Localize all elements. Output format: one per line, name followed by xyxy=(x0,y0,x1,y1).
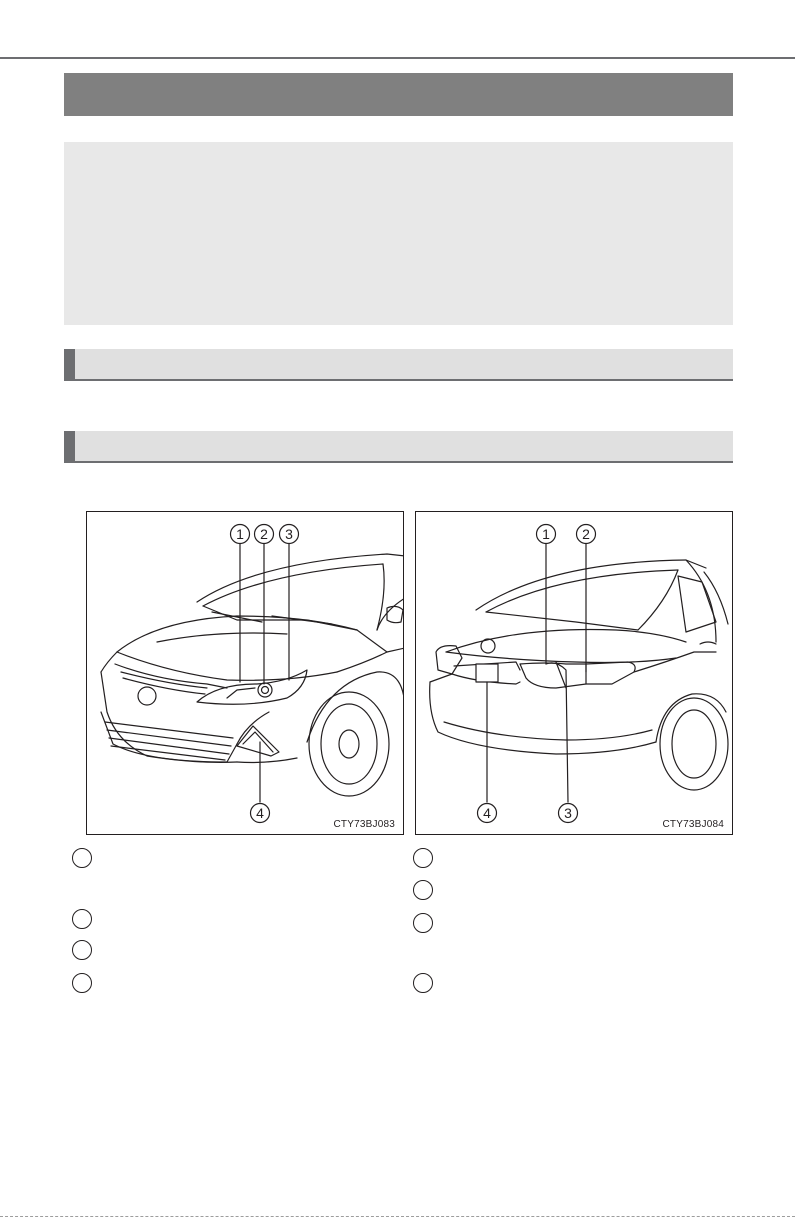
rear-callout-4: 4 xyxy=(483,805,491,821)
legend-marker xyxy=(413,848,433,868)
rear-legend-item-1 xyxy=(413,848,433,868)
rear-callout-3: 3 xyxy=(564,805,572,821)
front-callout-1: 1 xyxy=(236,526,244,542)
front-image-code: CTY73BJ083 xyxy=(333,819,395,830)
rear-view-figure xyxy=(415,511,733,835)
front-legend-item-4 xyxy=(72,973,92,993)
front-car-illustration xyxy=(87,512,404,835)
legend-marker xyxy=(72,973,92,993)
legend-marker xyxy=(413,880,433,900)
rear-callout-2: 2 xyxy=(582,526,590,542)
section-heading-bar-2 xyxy=(64,431,733,463)
rear-callout-1: 1 xyxy=(542,526,550,542)
section-heading-bar-1 xyxy=(64,349,733,381)
front-legend-item-1 xyxy=(72,848,92,868)
rear-car-illustration xyxy=(416,512,733,835)
legend-marker xyxy=(72,909,92,929)
footer-rule xyxy=(0,1216,795,1217)
page-title-bar xyxy=(64,73,733,116)
intro-box xyxy=(64,142,733,325)
front-callout-4: 4 xyxy=(256,805,264,821)
rear-legend-item-2 xyxy=(413,880,433,900)
legend-marker xyxy=(72,940,92,960)
front-legend-item-3 xyxy=(72,940,92,960)
rear-legend-item-4 xyxy=(413,973,433,993)
front-view-figure xyxy=(86,511,404,835)
rear-legend-item-3 xyxy=(413,913,433,933)
front-legend-item-2 xyxy=(72,909,92,929)
rear-image-code: CTY73BJ084 xyxy=(662,819,724,830)
section-accent xyxy=(64,349,75,379)
front-callout-3: 3 xyxy=(285,526,293,542)
legend-marker xyxy=(413,913,433,933)
legend-marker xyxy=(72,848,92,868)
front-callout-2: 2 xyxy=(260,526,268,542)
legend-marker xyxy=(413,973,433,993)
section-accent xyxy=(64,431,75,461)
header-rule xyxy=(0,57,795,59)
